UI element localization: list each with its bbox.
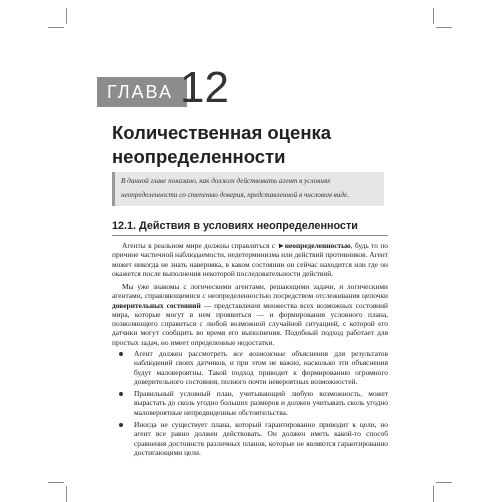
section-title: Действия в условиях неопределенности bbox=[139, 220, 358, 232]
paragraph-text: — представления множества всех возможных состояний мира, которые могут в нем проявиться — и формирования условного плана, позволяющего справиться с любой возможной случайной ситуацией, с которой его датчики могут сообщить во время его выполнения. Подобный подход работает для простых задач, но имеет определенные недостатки. bbox=[112, 300, 388, 347]
glossary-term: неопределенностью bbox=[284, 241, 351, 250]
list-text: Правильный условный план, учитывающий любую возможность, может вырастать до сколь угодно больших размеров и должен учитывать сколь угодно маловероятные непредвиденные обстоятельства. bbox=[134, 389, 388, 417]
crop-mark bbox=[48, 27, 64, 28]
paragraph-text: , будь то по причине частичной наблюдаемости, недетерминизма или действий противников. Агент может никогда не знать наверняка, в каком состоянии он сейчас находится или где он окажется после выполнения некоторой последовательности действий. bbox=[112, 241, 388, 278]
list-text: Иногда не существует плана, который гарантированно приводит к цели, но агент все равно должен действовать. Он должен иметь какой-то способ сравнения достоинств различных планов, которые не являются гарантированно достигающими цели. bbox=[134, 420, 388, 457]
emphasis: все возможные bbox=[233, 349, 286, 358]
list-item bbox=[112, 349, 388, 386]
crop-mark bbox=[436, 482, 452, 483]
chapter-label: ГЛАВА bbox=[97, 77, 187, 107]
crop-mark bbox=[436, 27, 452, 28]
paragraph-1 bbox=[112, 241, 388, 278]
paragraph-text: Агенты в реальном мире должны справляться с ► bbox=[122, 241, 285, 250]
bullet-icon bbox=[119, 423, 123, 427]
paragraph-text: Мы уже знакомы с логическими агентами, решающими задачи, и логическими агентами, справляющимися с неопределенностью посредством отслеживания цепочки bbox=[112, 282, 388, 301]
bullet-icon bbox=[119, 352, 123, 356]
crop-mark bbox=[48, 482, 64, 483]
glossary-term: доверительных состояний bbox=[112, 300, 201, 310]
list-text: объяснения для результатов наблюдений своих датчиков, и при этом не важно, насколько эти объяснения будут маловероятны. Такой подход приводит к формированию огромного доверительного состояния, полного почти невероятных возможностей. bbox=[134, 349, 388, 386]
section-heading bbox=[112, 220, 388, 232]
chapter-number: 12 bbox=[180, 63, 229, 112]
list-text: Агент должен рассмотреть bbox=[134, 349, 234, 358]
section-rule bbox=[112, 235, 388, 236]
paragraph-2 bbox=[112, 282, 388, 347]
chapter-title: Количественная оценка неопределенности bbox=[112, 122, 332, 167]
list-item bbox=[112, 420, 388, 457]
list-item bbox=[112, 389, 388, 417]
section-number: 12.1. bbox=[112, 220, 137, 232]
bullet-icon bbox=[119, 392, 123, 396]
crop-mark bbox=[433, 8, 434, 24]
crop-mark bbox=[66, 8, 67, 24]
chapter-abstract: В данной главе показано, как должен действовать агент в условиях неопределенности со степенью доверия, представленной в числовом виде. bbox=[112, 172, 384, 206]
